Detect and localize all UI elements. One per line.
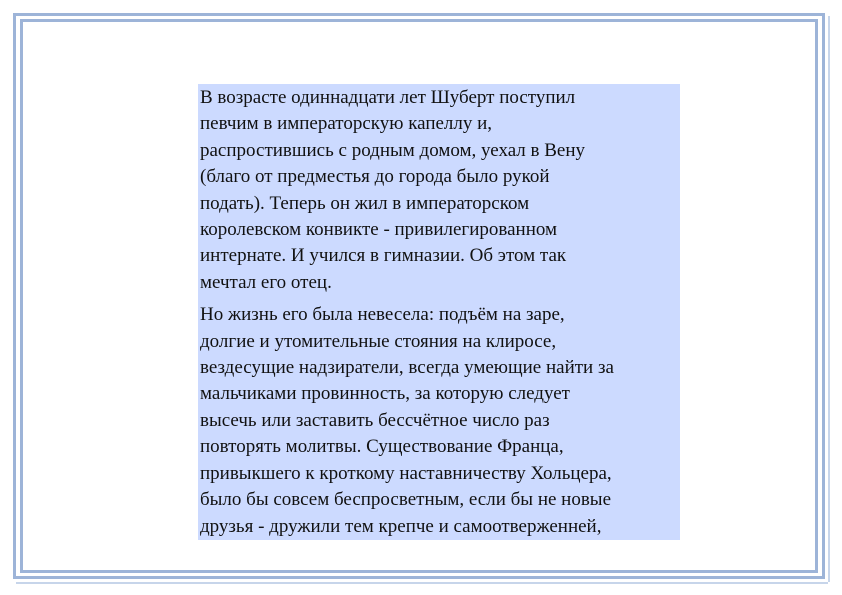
text-box — [198, 84, 680, 540]
paragraph-2: Но жизнь его была невесела: подъём на заре, долгие и утомительные стояния на клиросе, вездесущие надзиратели, всегда умеющие найти за мальчиками провинность, за которую следует высечь или заставить бессчётное число раз повторять молитвы. Существование Франца, привыкшего к кроткому наставничеству Хольцера, было бы совсем беспросветным, если бы не новые друзья - дружили тем крепче и самоотверженней, — [200, 304, 614, 537]
frame-shadow-bottom — [16, 582, 828, 584]
paragraph-1: В возрасте одиннадцати лет Шуберт поступил певчим в императорскую капеллу и, распростившись с родным домом, уехал в Вену (благо от предместья до города было рукой подать). Теперь он жил в императорском королевском конвикте - привилегированном интернате. И учился в гимназии. Об этом так мечтал его отец. — [200, 87, 586, 293]
frame-shadow-right — [828, 16, 830, 582]
